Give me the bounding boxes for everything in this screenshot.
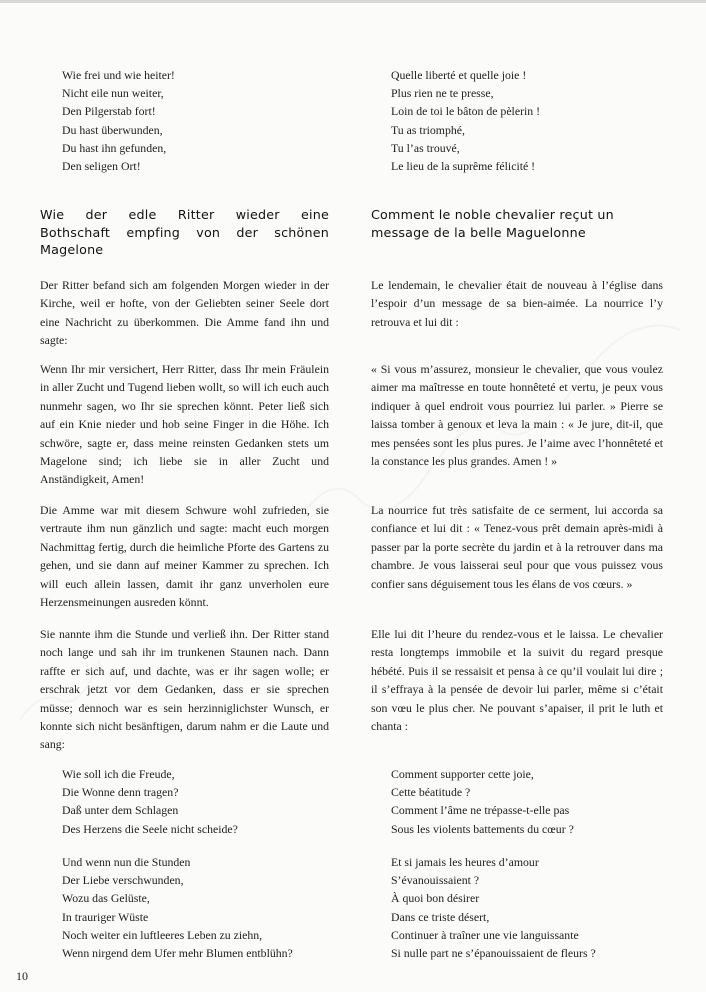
german-paragraph: Sie nannte ihm die Stunde und verließ ihn. Der Ritter stand noch lange und sah ihr im trunkenen Staunen nach. Dann raffte er sich auf, und dachte, was er ihr sagen wolle; er erschrak jetzt vor dem Gedanken, dass er sie sprechen müsse; dennoch war es sein herzinniglichster Wunsch, er konnte sich nicht besänftigen, darum nahm er die Laute und sang: [40, 627, 329, 752]
verse-line: Comment supporter cette joie, [391, 767, 534, 781]
verse-line: Der Liebe verschwunden, [62, 873, 184, 888]
verse-line: Tu as triomphé, [391, 122, 465, 137]
page-number: 10 [16, 969, 28, 983]
french-song-stanza-1 [371, 765, 663, 838]
german-paragraph: Die Amme war mit diesem Schwure wohl zufrieden, sie vertraute ihm nun gänzlich und sagte: macht euch morgen Nachmittag fertig, durch die heimliche Pforte des Gartens zu gehen, und sie dann auf meiner Kammer zu sprechen. Ich will euch allein lassen, damit ihr ganz unverholen eure Herzensmeinungen ausreden könnt. [40, 503, 329, 610]
french-paragraph: Elle lui dit l’heure du rendez-vous et le laissa. Le chevalier resta longtemps immobile et la suivit du regard presque hébété. Puis il se ressaisit et pensa à ce qu’il voulait lui dire ; il s’effraya à la pensée de devoir lui parler, même si c’était son vœu le plus cher. Ne pouvant s’apaiser, il prit le luth et chanta : [371, 627, 663, 734]
verse-line: Wozu das Gelüste, [62, 891, 150, 906]
french-song-stanza-2 [371, 853, 663, 962]
french-heading: Comment le noble chevalier reçut un message de la belle Maguelonne [371, 207, 614, 240]
verse-line: Die Wonne denn tragen? [62, 785, 179, 800]
verse-line: Du hast überwunden, [62, 122, 163, 137]
verse-line: Quelle liberté et quelle joie ! [391, 68, 527, 82]
german-song-stanza-1 [40, 765, 329, 838]
verse-line: Den Pilgerstab fort! [62, 104, 156, 119]
french-paragraph: « Si vous m’assurez, monsieur le chevalier, que vous voulez aimer ma maîtresse en toute honnêteté et vertu, je peux vous indiquer à quel endroit vous pourriez lui parler. » Pierre se laissa tomber à genoux et leva la main : « Je jure, dit-il, que mes pensées sont les plus pures. Je l’aime avec l’honnêteté et la constance les plus grandes. Amen ! » [371, 362, 663, 469]
french-paragraph: La nourrice fut très satisfaite de ce serment, lui accorda sa confiance et lui dit : « Tenez-vous prêt demain après-midi à passer par la porte secrète du jardin et à la retrouver dans ma chambre. Je vous laisserai seul pour que vous puissez vous confier sans déguisement tous les élans de vos cœurs. » [371, 503, 663, 591]
verse-line: Sous les violents battements du cœur ? [391, 821, 574, 836]
verse-line: Le lieu de la suprême félicité ! [391, 159, 536, 174]
verse-line: Si nulle part ne s’épanouissaient de fleurs ? [391, 946, 596, 961]
verse-line: À quoi bon désirer [391, 891, 480, 906]
verse-line: Dans ce triste désert, [391, 909, 490, 924]
verse-line: Et si jamais les heures d’amour [391, 855, 539, 869]
verse-line: Du hast ihn gefunden, [62, 140, 167, 155]
verse-line: Loin de toi le bâton de pèlerin ! [391, 104, 541, 119]
verse-line: Plus rien ne te presse, [391, 86, 494, 101]
verse-line: Wenn nirgend dem Ufer mehr Blumen entblühn? [62, 946, 293, 961]
french-paragraph: Le lendemain, le chevalier était de nouveau à l’église dans l’espoir d’un message de sa bien-aimée. La nourrice l’y retrouva et lui dit : [371, 278, 663, 329]
german-paragraph: Der Ritter befand sich am folgenden Morgen wieder in der Kirche, weil er hofte, von der Geliebten seiner Seele dort eine Nachricht zu überkommen. Die Amme fand ihn und sagte: [40, 278, 329, 348]
verse-line: Wie soll ich die Freude, [62, 767, 175, 781]
french-opening-verse [371, 66, 663, 175]
german-opening-verse [40, 66, 329, 175]
verse-line: Wie frei und wie heiter! [62, 68, 175, 82]
verse-line: Tu l’as trouvé, [391, 140, 460, 155]
page-top-edge [0, 0, 706, 3]
verse-line: Noch weiter ein luftleeres Leben zu ziehn, [62, 927, 263, 942]
verse-line: Comment l’âme ne trépasse-t-elle pas [391, 803, 570, 818]
verse-line: Nicht eile nun weiter, [62, 86, 164, 101]
verse-line: Daß unter dem Schlagen [62, 803, 179, 818]
verse-line: Den seligen Ort! [62, 159, 141, 174]
verse-line: Cette béatitude ? [391, 785, 471, 800]
verse-line: S’évanouissaient ? [391, 873, 480, 888]
german-paragraph: Wenn Ihr mir versichert, Herr Ritter, dass Ihr mein Fräulein in aller Zucht und Tugend lieben wollt, so will ich euch auch nunmehr sagen, wo Ihr sie sprechen könnt. Peter ließ sich auf ein Knie nieder und hob seine Finger in die Höhe. Ich schwöre, sagte er, dass meine reinsten Gedanken stets um Magelone sind; ich liebe sie in aller Zucht und Anständigkeit, Amen! [40, 362, 329, 487]
verse-line: In trauriger Wüste [62, 909, 149, 924]
german-song-stanza-2 [40, 853, 329, 962]
verse-line: Und wenn nun die Stunden [62, 855, 191, 869]
verse-line: Continuer à traîner une vie languissante [391, 927, 579, 942]
verse-line: Des Herzens die Seele nicht scheide? [62, 821, 238, 836]
german-heading: Wie der edle Ritter wieder eine Bothschaft empfing von der schönen Magelone [40, 207, 329, 257]
